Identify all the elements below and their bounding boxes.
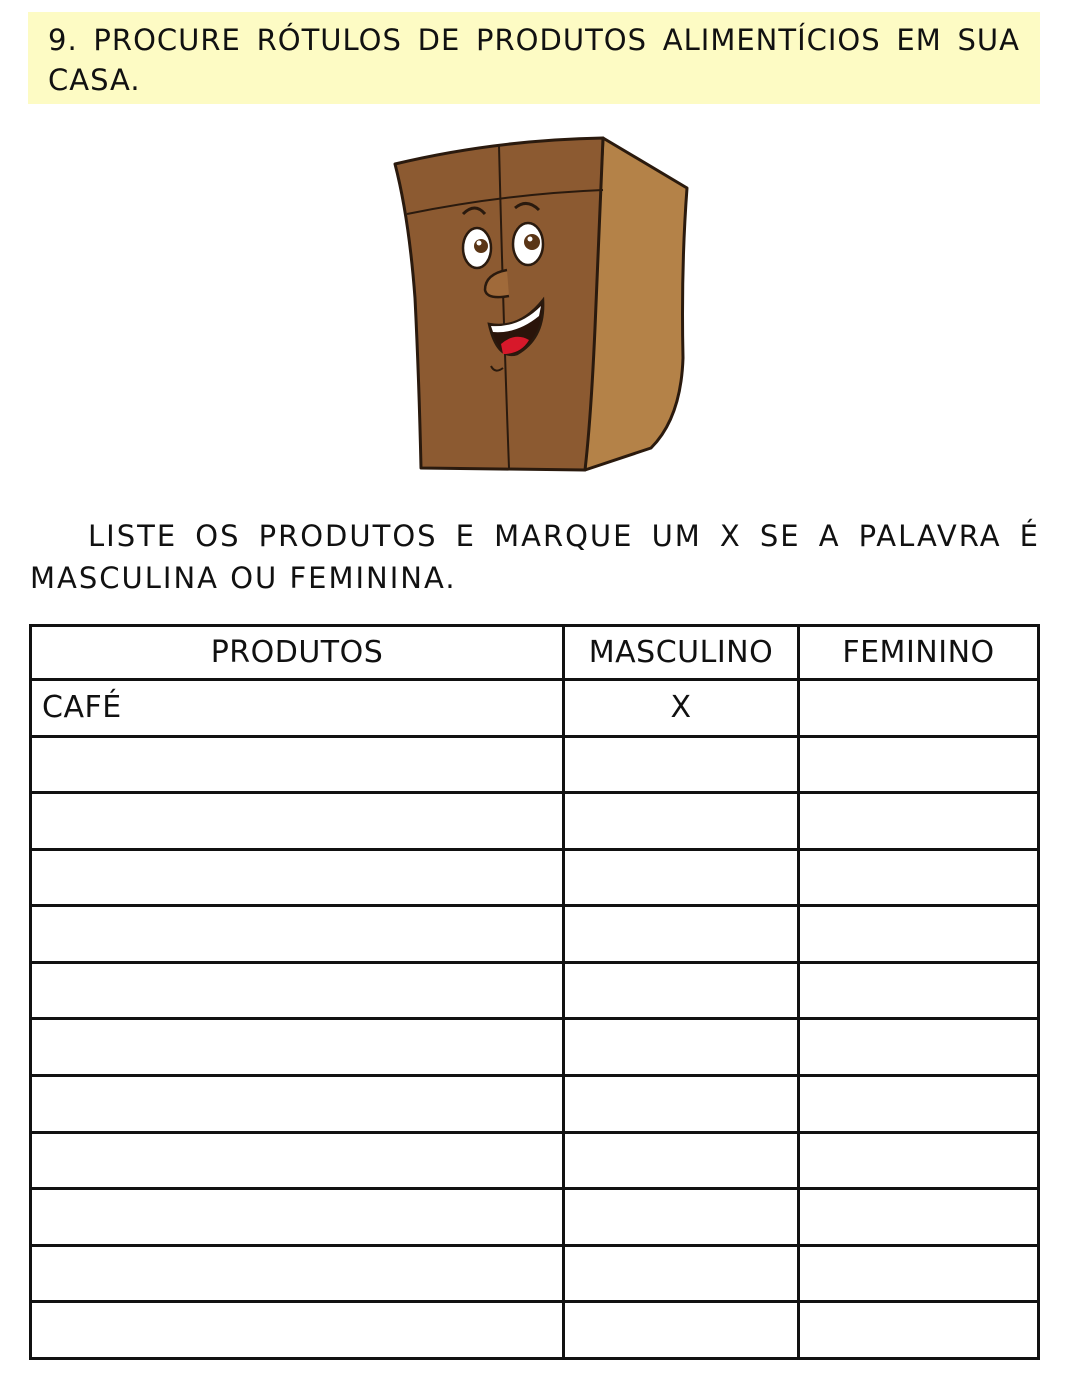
instruction-box xyxy=(28,12,1040,104)
cell-produto[interactable] xyxy=(31,1076,564,1133)
table-row xyxy=(31,1019,1039,1076)
cell-feminino[interactable] xyxy=(799,962,1039,1019)
cell-feminino[interactable] xyxy=(799,1245,1039,1302)
cell-masculino[interactable] xyxy=(564,1245,799,1302)
task-instruction: LISTE OS PRODUTOS E MARQUE UM X SE A PALAVRA É MASCULINA OU FEMININA. xyxy=(30,519,1040,595)
cell-feminino[interactable] xyxy=(799,1302,1039,1359)
table-row xyxy=(31,962,1039,1019)
table-row xyxy=(31,849,1039,906)
cell-masculino[interactable]: X xyxy=(564,680,799,737)
table-row xyxy=(31,1076,1039,1133)
header-masculino: MASCULINO xyxy=(564,626,799,680)
cell-produto[interactable] xyxy=(31,793,564,850)
instruction-text: 9. PROCURE RÓTULOS DE PRODUTOS ALIMENTÍCIOS EM SUA CASA. xyxy=(48,23,1020,97)
cell-feminino[interactable] xyxy=(799,736,1039,793)
cell-feminino[interactable] xyxy=(799,906,1039,963)
header-feminino: FEMININO xyxy=(799,626,1039,680)
cell-masculino[interactable] xyxy=(564,1189,799,1246)
table-row xyxy=(31,736,1039,793)
cell-masculino[interactable] xyxy=(564,1302,799,1359)
cell-produto[interactable] xyxy=(31,1245,564,1302)
table-body xyxy=(31,680,1039,1359)
table-row xyxy=(31,793,1039,850)
cell-produto[interactable] xyxy=(31,962,564,1019)
cell-produto[interactable] xyxy=(31,736,564,793)
cell-feminino[interactable] xyxy=(799,1019,1039,1076)
table-row xyxy=(31,1132,1039,1189)
cell-produto[interactable]: CAFÉ xyxy=(31,680,564,737)
cell-masculino[interactable] xyxy=(564,962,799,1019)
cell-produto[interactable] xyxy=(31,1189,564,1246)
cell-produto[interactable] xyxy=(31,1302,564,1359)
cell-produto[interactable] xyxy=(31,849,564,906)
table-row xyxy=(31,680,1039,737)
cell-masculino[interactable] xyxy=(564,1076,799,1133)
cell-produto[interactable] xyxy=(31,1132,564,1189)
cell-feminino[interactable] xyxy=(799,1132,1039,1189)
cell-masculino[interactable] xyxy=(564,1132,799,1189)
cell-feminino[interactable] xyxy=(799,1189,1039,1246)
cell-feminino[interactable] xyxy=(799,793,1039,850)
cell-feminino[interactable] xyxy=(799,849,1039,906)
cell-masculino[interactable] xyxy=(564,1019,799,1076)
cell-masculino[interactable] xyxy=(564,736,799,793)
smiling-wardrobe-icon xyxy=(385,128,695,480)
table-row xyxy=(31,1189,1039,1246)
table-row xyxy=(31,1245,1039,1302)
cell-produto[interactable] xyxy=(31,1019,564,1076)
table-row xyxy=(31,906,1039,963)
cell-feminino[interactable] xyxy=(799,1076,1039,1133)
cell-produto[interactable] xyxy=(31,906,564,963)
cell-feminino[interactable] xyxy=(799,680,1039,737)
cell-masculino[interactable] xyxy=(564,849,799,906)
header-produtos: PRODUTOS xyxy=(31,626,564,680)
products-table xyxy=(29,624,1040,1360)
table-row xyxy=(31,1302,1039,1359)
cell-masculino[interactable] xyxy=(564,793,799,850)
cell-masculino[interactable] xyxy=(564,906,799,963)
table-header-row xyxy=(31,626,1039,680)
